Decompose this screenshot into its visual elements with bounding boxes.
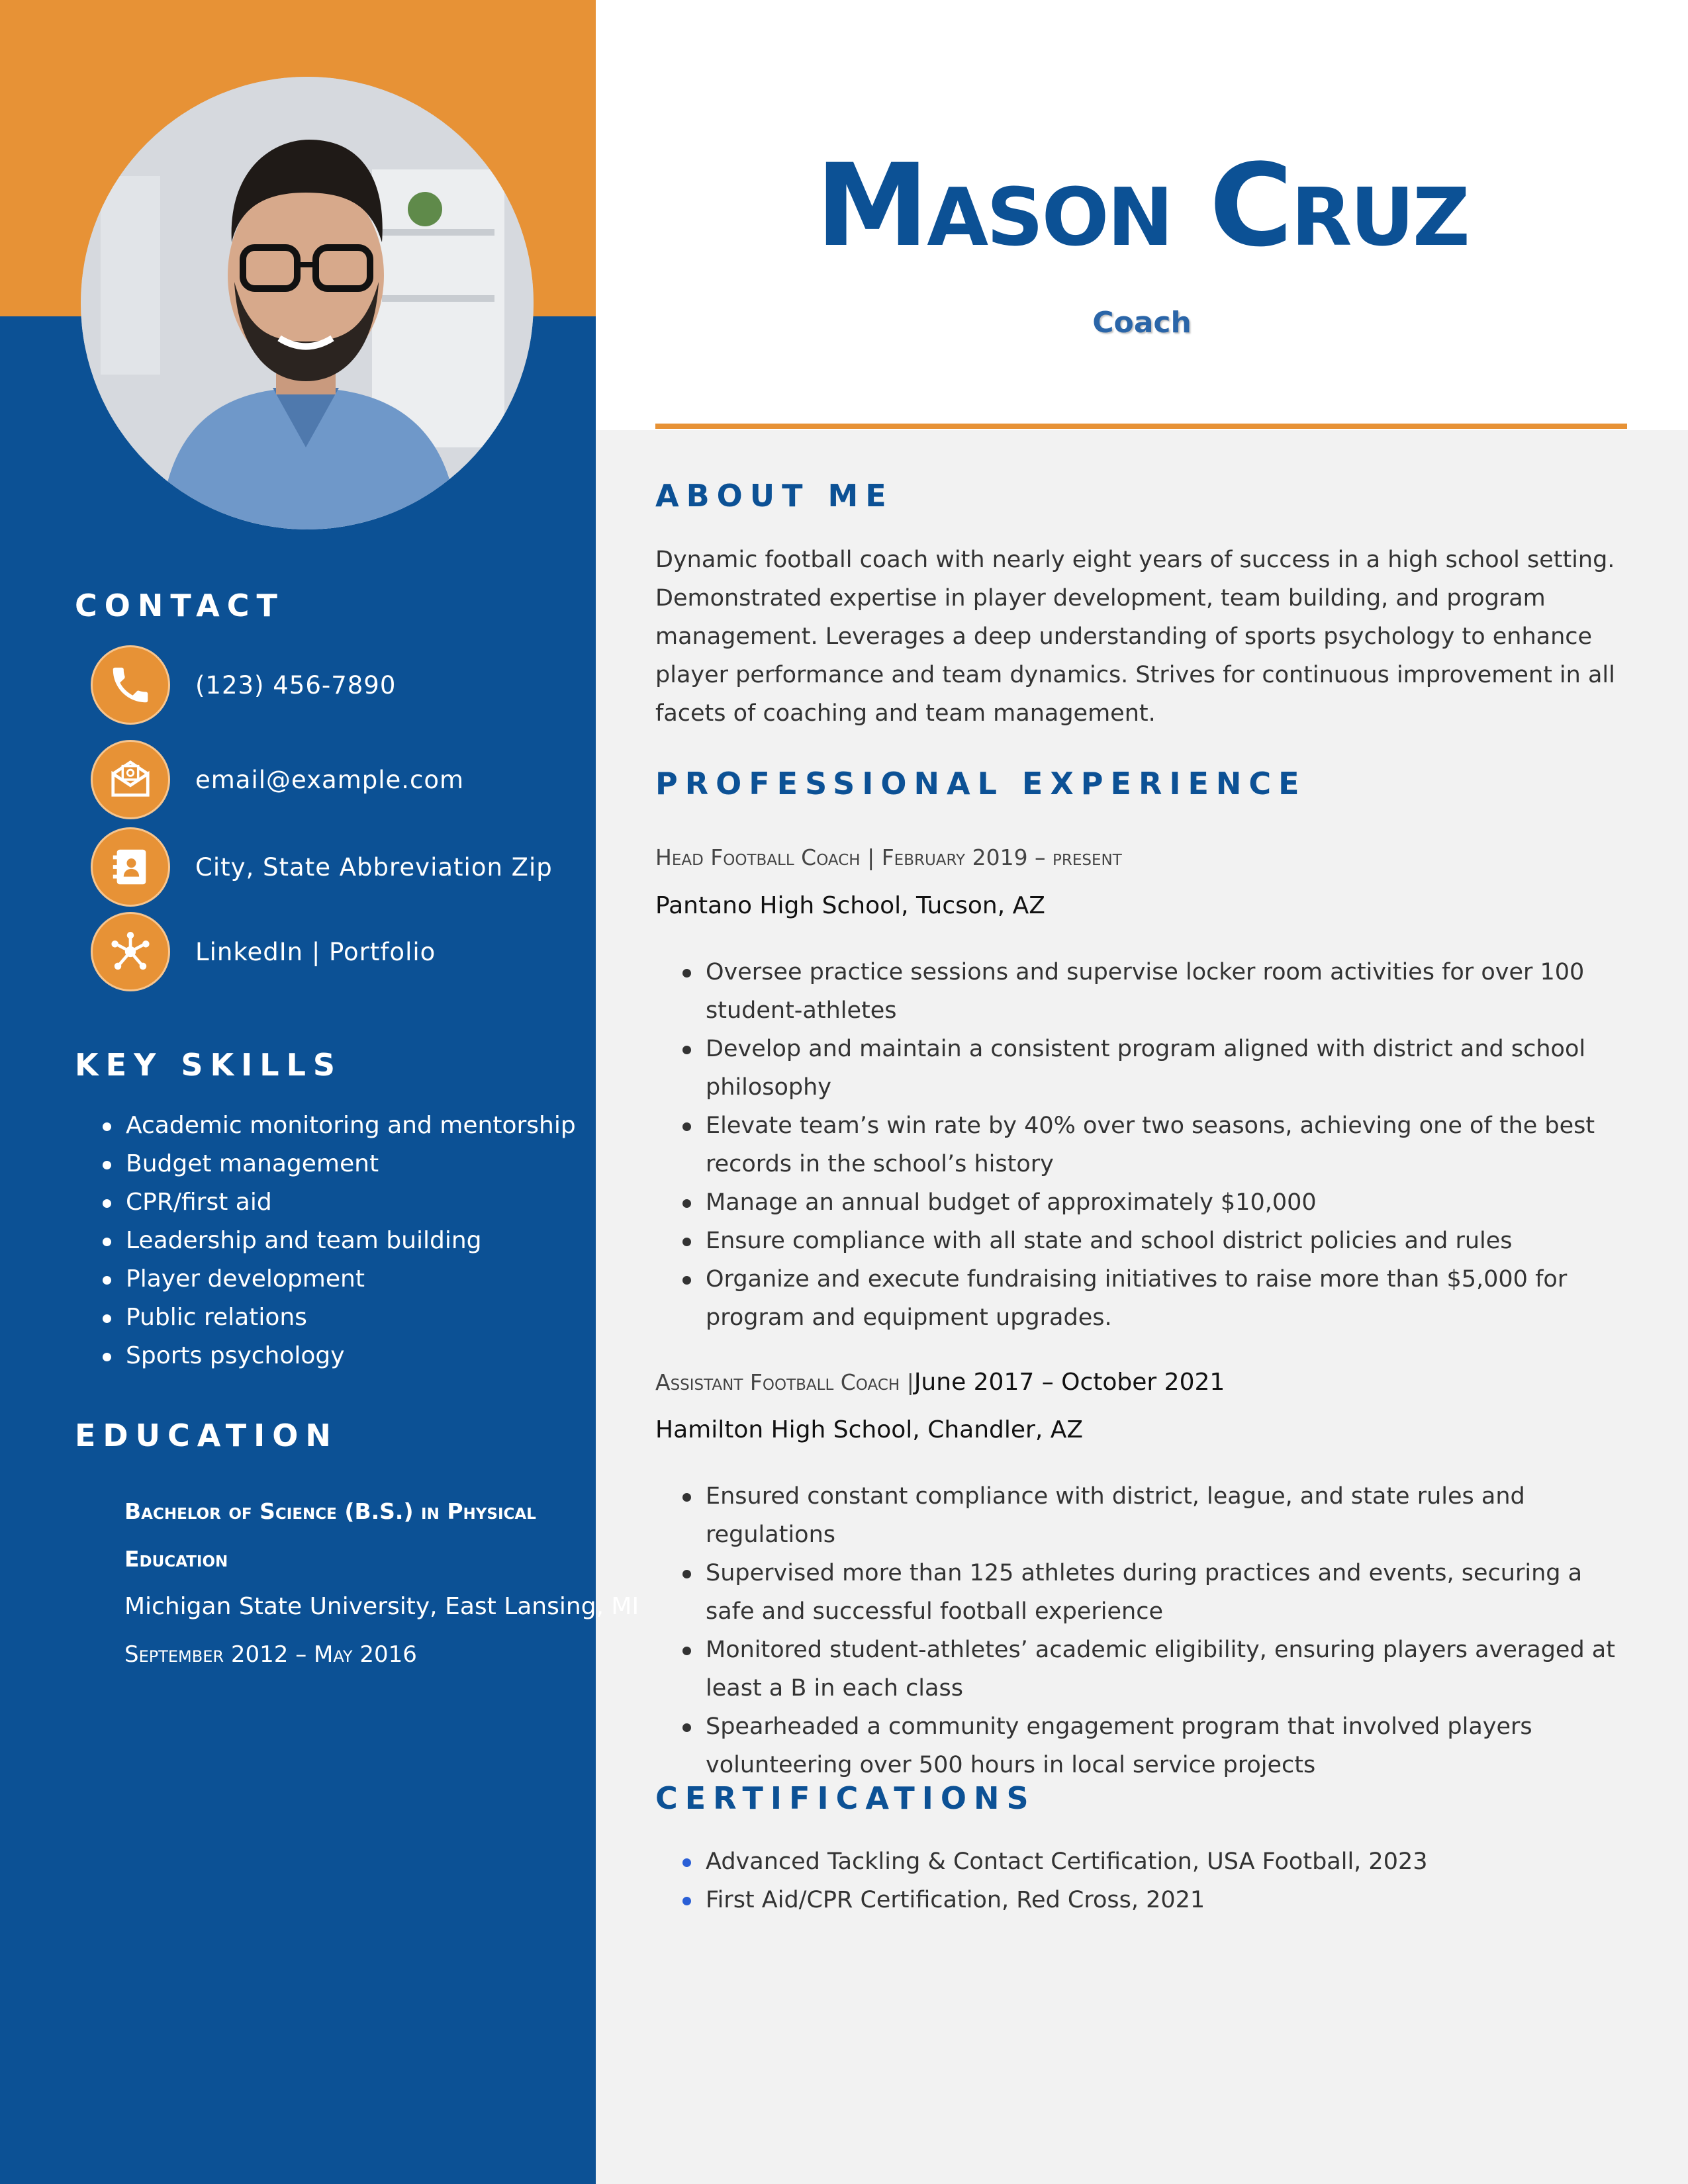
job-organization: Pantano High School, Tucson, AZ [655, 892, 1045, 919]
list-item: Ensured constant compliance with district, league, and state rules and regulations [706, 1477, 1632, 1554]
list-item: Develop and maintain a consistent program aligned with district and school philosophy [706, 1030, 1632, 1107]
job-separator: | [900, 1369, 914, 1395]
email-icon [91, 740, 170, 819]
phone-text: (123) 456-7890 [195, 670, 397, 700]
list-item: Sports psychology [103, 1337, 576, 1375]
list-item: Leadership and team building [103, 1222, 576, 1260]
job-bullets [706, 953, 1632, 1337]
key-skills-heading: KEY SKILLS [75, 1047, 343, 1083]
certifications-list [706, 1843, 1632, 1919]
job-title-line [655, 844, 1122, 870]
education-entry [124, 1488, 639, 1678]
contact-links [91, 912, 436, 991]
list-item: Budget management [103, 1145, 576, 1183]
candidate-name: Mason Cruz [816, 139, 1468, 272]
job-title: Head Football Coach [655, 844, 861, 870]
list-item: Organize and execute fundraising initiatives to raise more than $5,000 for program and equipment upgrades. [706, 1260, 1632, 1337]
experience-heading: PROFESSIONAL EXPERIENCE [655, 766, 1307, 801]
certifications-heading: CERTIFICATIONS [655, 1780, 1036, 1816]
education-heading: EDUCATION [75, 1418, 338, 1453]
list-item: Oversee practice sessions and supervise locker room activities for over 100 student-athletes [706, 953, 1632, 1030]
about-heading: ABOUT ME [655, 478, 894, 514]
list-item: Spearheaded a community engagement program that involved players volunteering over 500 hours in local service projects [706, 1707, 1632, 1784]
list-item: Supervised more than 125 athletes during practices and events, securing a safe and successful football experience [706, 1554, 1632, 1631]
list-item: CPR/first aid [103, 1183, 576, 1222]
email-text: email@example.com [195, 765, 465, 794]
about-text: Dynamic football coach with nearly eight years of success in a high school setting. Demonstrated expertise in player development, team building, and program management. Leverages a deep understanding of sports psychology to enhance player performance and team dynamics. Strives for continuous improvement in all facets of coaching and team management. [655, 547, 1615, 727]
contact-address [91, 827, 553, 907]
job-organization: Hamilton High School, Chandler, AZ [655, 1416, 1083, 1443]
list-item: Academic monitoring and mentorship [103, 1107, 576, 1145]
job-bullets [706, 1477, 1632, 1784]
job-dates: February 2019 – present [881, 844, 1122, 870]
candidate-title: Coach [1092, 306, 1192, 340]
profile-photo [81, 77, 534, 529]
network-icon [91, 912, 170, 991]
list-item: First Aid/CPR Certification, Red Cross, 2021 [706, 1881, 1632, 1919]
contact-email [91, 740, 464, 819]
address-card-icon [91, 827, 170, 907]
list-item: Player development [103, 1260, 576, 1298]
list-item: Advanced Tackling & Contact Certification, USA Football, 2023 [706, 1843, 1632, 1881]
job-title: Assistant Football Coach [655, 1369, 900, 1395]
skills-list [103, 1107, 576, 1375]
header-divider [655, 424, 1627, 429]
links-text: LinkedIn | Portfolio [195, 937, 436, 966]
degree-line: Bachelor of Science (B.S.) in Physical [124, 1498, 536, 1524]
list-item: Monitored student-athletes’ academic eligibility, ensuring players averaged at least a B in each class [706, 1631, 1632, 1707]
job-dates: June 2017 – October 2021 [914, 1369, 1225, 1396]
education-dates: September 2012 – May 2016 [124, 1641, 417, 1668]
contact-phone [91, 645, 396, 725]
address-text: City, State Abbreviation Zip [195, 852, 553, 882]
contact-heading: CONTACT [75, 588, 285, 623]
list-item: Ensure compliance with all state and school district policies and rules [706, 1222, 1632, 1260]
job-separator: | [860, 844, 882, 870]
job-title-line [655, 1369, 1225, 1396]
phone-icon [91, 645, 170, 725]
list-item: Manage an annual budget of approximately $10,000 [706, 1183, 1632, 1222]
degree-line: Education [124, 1546, 228, 1572]
school-name: Michigan State University, East Lansing, MI [124, 1593, 639, 1620]
list-item: Public relations [103, 1298, 576, 1337]
list-item: Elevate team’s win rate by 40% over two seasons, achieving one of the best records in the school’s history [706, 1107, 1632, 1183]
